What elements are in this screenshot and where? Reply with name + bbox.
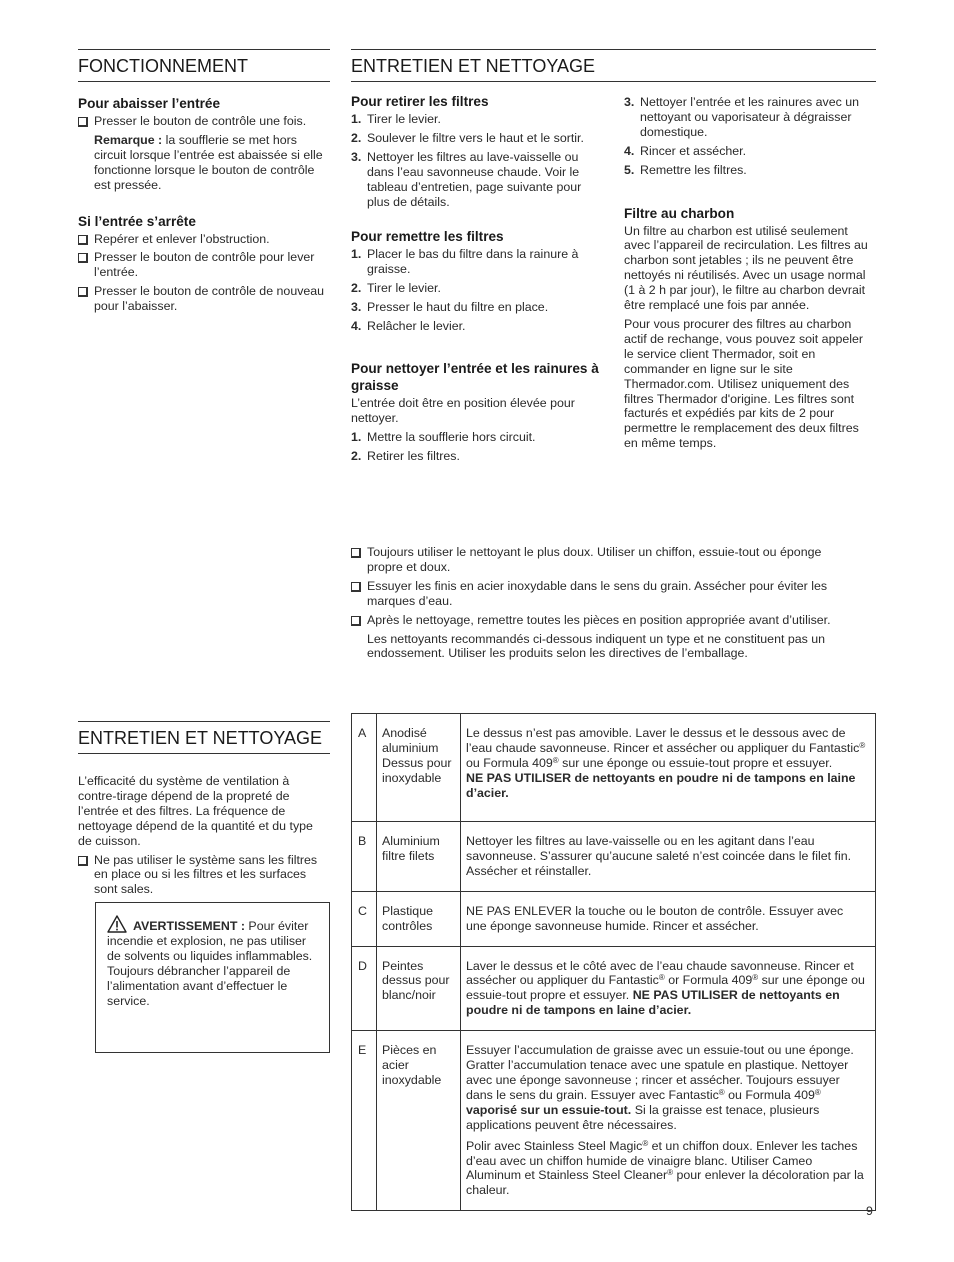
subheading-nettoyer: Pour nettoyer l’entrée et les rainures à graisse [351, 360, 599, 393]
warning-text: AVERTISSEMENT : Pour éviter incendie et explosion, ne pas utiliser de solvents ou liquides inflammables. Toujours débrancher l’appareil de l’alimentation avant d’effectuer le service. [107, 915, 317, 1008]
list-item: Presser le bouton de contrôle une fois. [78, 114, 330, 129]
steps-retirer [351, 112, 601, 209]
subheading-retirer: Pour retirer les filtres [351, 94, 489, 109]
nettoyer-intro: L’entrée doit être en position élevée pour nettoyer. [351, 395, 575, 425]
row-instructions: NE PAS ENLEVER la touche ou le bouton de contrôle. Essuyer avec une éponge savonneuse humide. Rincer et assécher. [461, 891, 876, 946]
row-instructions: Le dessus n’est pas amovible. Laver le dessus et le dessous avec de l’eau chaude savonneuse. Rincer et assécher ou appliquer du Fantastic® ou Formula 409® sur une éponge ou essuie-tout propre et essuyer. NE PAS UTILISER de nettoyants en poudre ni de tampons en laine d’acier. [461, 714, 876, 822]
warning-box [95, 902, 330, 1053]
steps-nettoyer-part1 [351, 430, 601, 464]
table-row [352, 891, 876, 946]
row-letter: A [352, 714, 377, 822]
row-material: Peintes dessus pour blanc/noir [377, 946, 461, 1031]
list-item: 3. Nettoyer l’entrée et les rainures avec un nettoyant ou vaporisateur à dégraisser domestique. [624, 95, 860, 139]
list-item: Repérer et enlever l’obstruction. [78, 232, 330, 247]
charbon-paragraph-1: Un filtre au charbon est utilisé seulement avec l’appareil de recirculation. Les filtres au charbon sont jetables ; ils ne peuvent être nettoyés ni réutilisés. Avec un usage normal (1 à 2 h par jour), le filtre au charbon devrait être remplacé une fois par année. [624, 223, 868, 313]
warning-triangle-icon [107, 915, 127, 933]
row-instructions: Essuyer l’accumulation de graisse avec un essuie-tout ou une éponge. Gratter l’accumulation tenace avec une spatule en plastique. Nettoyer avec une éponge savonneuse ; rincer et assécher. Toujours essuyer dans le sens du grain. Essuyer avec Fantastic® ou Formula 409® vaporisé sur un essuie-tout. Si la graisse est tenace, plusieurs applications peuvent être nécessaires. Polir avec Stainless Steel Magic® et un chiffon doux. Enlever les taches d’eau avec un chiffon humide de vinaigre blanc. Utiliser Cameo Aluminum et Stainless Steel Cleaner® pour enlever la décoloration par la chaleur. [461, 1031, 876, 1211]
table-row [352, 946, 876, 1031]
entretien-bottom-section [78, 721, 330, 901]
checkbox-icon [78, 287, 87, 296]
checkbox-icon [78, 856, 87, 865]
checklist-abaisser [78, 114, 330, 129]
list-item: 4. Relâcher le levier. [351, 319, 466, 334]
fonctionnement-section [78, 49, 330, 318]
remark-note: Remarque : la soufflerie se met hors circuit lorsque l’entrée est abaissée si elle fonctionne lorsque le bouton de contrôle est pressée. [94, 132, 323, 192]
row-letter: E [352, 1031, 377, 1211]
cleaners-note: Les nettoyants recommandés ci-dessous indiquent un type et ne constituent pas un endossement. Utiliser les produits selon les directives de l’emballage. [367, 631, 826, 661]
list-item: Ne pas utiliser le système sans les filtres en place ou si les filtres et les surfaces sont sales. [78, 853, 330, 898]
list-item: Presser le bouton de contrôle de nouveau pour l’abaisser. [78, 284, 330, 314]
subheading-remettre: Pour remettre les filtres [351, 229, 504, 245]
section-title-entretien-bottom: ENTRETIEN ET NETTOYAGE [78, 721, 330, 754]
list-item: Essuyer les finis en acier inoxydable dans le sens du grain. Assécher pour éviter les marques d’eau. [351, 579, 851, 609]
row-letter: B [352, 822, 377, 892]
row-material: Aluminium filtre filets [377, 822, 461, 892]
list-item: Après le nettoyage, remettre toutes les pièces en position appropriée avant d’utiliser. [351, 613, 851, 628]
checkbox-icon [351, 616, 360, 625]
list-item: 1. Placer le bas du filtre dans la rainure à graisse. [351, 247, 579, 277]
list-item: Toujours utiliser le nettoyant le plus doux. Utiliser un chiffon, essuie-tout ou éponge propre et doux. [351, 545, 851, 575]
cleaning-table-wrap [351, 713, 876, 1211]
list-item: 2. Retirer les filtres. [351, 448, 460, 463]
checklist-arrete [78, 232, 330, 315]
subheading-abaisser: Pour abaisser l’entrée [78, 96, 221, 111]
entretien-top-col1 [351, 93, 601, 468]
table-row [352, 714, 876, 822]
list-item: 2. Tirer le levier. [351, 281, 441, 296]
entretien-intro: L’efficacité du système de ventilation à contre-tirage dépend de la propreté de l’entrée et des filtres. La fréquence de nettoyage dépend de la quantité et du type de cuisson. [78, 774, 313, 848]
entretien-top-col2 [624, 95, 876, 455]
checkbox-icon [78, 117, 87, 126]
subheading-arrete: Si l’entrée s’arrête [78, 213, 196, 229]
table-row [352, 1031, 876, 1211]
checklist-entretien [78, 853, 330, 898]
steps-nettoyer-part2 [624, 95, 876, 178]
section-title-fonctionnement: FONCTIONNEMENT [78, 49, 330, 82]
subheading-charbon: Filtre au charbon [624, 205, 735, 221]
checklist-tips [351, 545, 851, 628]
general-tips [351, 545, 851, 665]
checkbox-icon [351, 548, 360, 557]
row-material: Pièces en acier inoxydable [377, 1031, 461, 1211]
checkbox-icon [351, 582, 360, 591]
list-item: 4. Rincer et assécher. [624, 143, 747, 158]
entretien-top-section [351, 49, 876, 82]
list-item: 3. Nettoyer les filtres au lave-vaisselle ou dans l’eau savonneuse chaude. Voir le tableau d’entretien, page suivante pour plus de détails. [351, 149, 582, 209]
row-instructions: Nettoyer les filtres au lave-vaisselle ou en les agitant dans l’eau savonneuse. S’assurer qu’aucune saleté n’est coincée dans le filet fin. Assécher et réinstaller. [461, 822, 876, 892]
list-item: 1. Mettre la soufflerie hors circuit. [351, 429, 536, 444]
row-material: Plastique contrôles [377, 891, 461, 946]
page-number: 9 [866, 1204, 873, 1218]
row-material: Anodisé aluminium Dessus pour inoxydable [377, 714, 461, 822]
list-item: 1. Tirer le levier. [351, 112, 441, 126]
section-title-entretien-top: ENTRETIEN ET NETTOYAGE [351, 49, 876, 82]
cleaning-table [351, 713, 876, 1211]
steps-remettre [351, 247, 601, 334]
list-item: Presser le bouton de contrôle pour lever l’entrée. [78, 250, 330, 280]
checkbox-icon [78, 253, 87, 262]
checkbox-icon [78, 235, 87, 244]
list-item: 5. Remettre les filtres. [624, 162, 747, 177]
row-instructions: Laver le dessus et le côté avec de l’eau chaude savonneuse. Rincer et assécher ou appliquer du Fantastic® or Formula 409® sur une éponge ou essuie-tout propre et essuyer. NE PAS UTILISER de nettoyants en poudre ni de tampons en laine d’acier. [461, 946, 876, 1031]
row-letter: C [352, 891, 377, 946]
charbon-paragraph-2: Pour vous procurer des filtres au charbon actif de rechange, vous pouvez soit appeler le service client Thermador, soit en commander en ligne sur le site Thermador.com. Utilisez uniquement des filtres Thermador d'origine. Les filtres sont facturés et expédiés par kits de 2 pour permettre le remplacement des deux filtres en même temps. [624, 316, 864, 451]
list-item: 3. Presser le haut du filtre en place. [351, 300, 549, 315]
table-row [352, 822, 876, 892]
list-item: 2. Soulever le filtre vers le haut et le sortir. [351, 130, 584, 145]
row-letter: D [352, 946, 377, 1031]
